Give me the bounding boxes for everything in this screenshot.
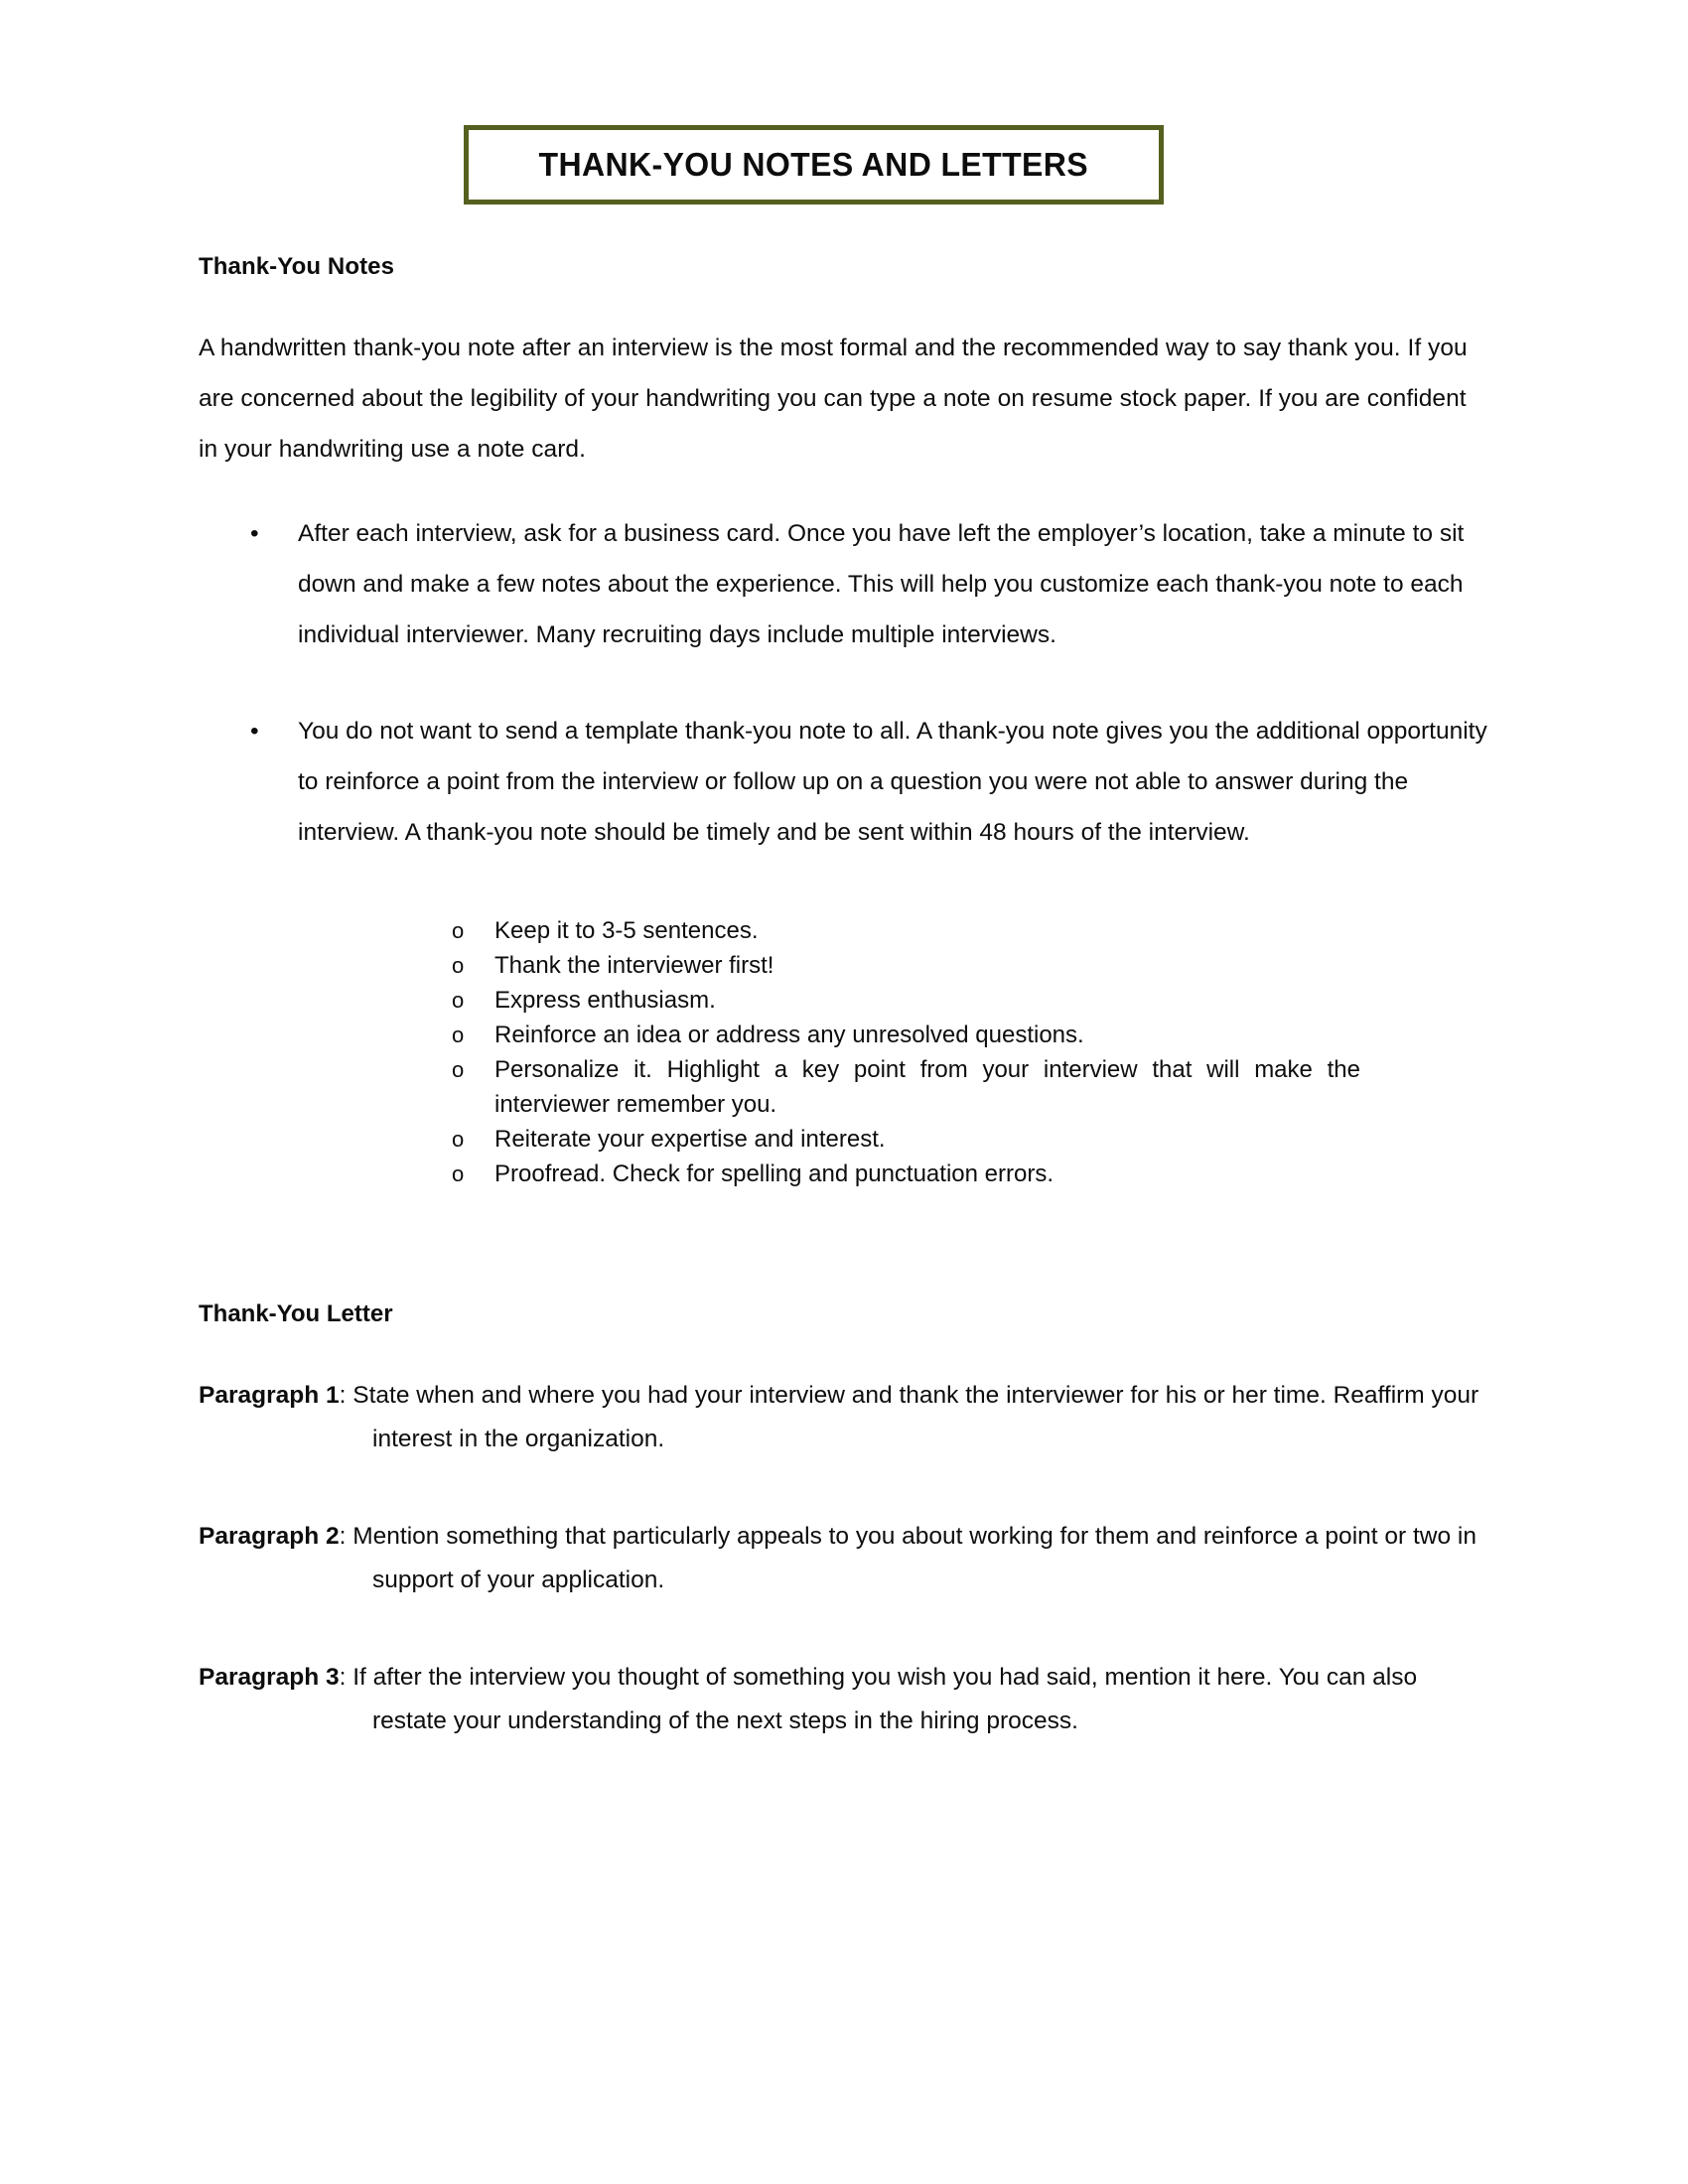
list-item-text: Personalize it. Highlight a key point from your interview that will make the interviewer remember you. — [494, 1056, 1360, 1118]
paragraph-separator: : — [339, 1382, 353, 1409]
notes-intro-paragraph: A handwritten thank-you note after an interview is the most formal and the recommended way to say thank you. If you are concerned about the legibility of your handwriting you can type a note on resume stock paper. If you are confident in your handwriting use a note card. — [199, 335, 1468, 463]
circle-bullet-marker-icon: o — [452, 1161, 465, 1186]
list-item — [199, 983, 1489, 1018]
paragraph-label: Paragraph 1 — [199, 1382, 340, 1409]
document-body — [199, 253, 1489, 1743]
list-item — [199, 706, 1489, 858]
list-item-text: Reiterate your expertise and interest. — [494, 1126, 886, 1153]
list-item — [199, 1122, 1489, 1157]
list-item-text: You do not want to send a template thank-you note to all. A thank-you note gives you the additional opportunity to reinforce a point from the interview or follow up on a question you were not able to answer during the interview. A thank-you note should be timely and be sent within 48 hours of the interview. — [298, 718, 1487, 846]
page-title: THANK-YOU NOTES AND LETTERS — [538, 146, 1089, 183]
circle-bullet-marker-icon: o — [452, 1057, 465, 1082]
list-item-text: Express enthusiasm. — [494, 987, 716, 1014]
list-item-text: Keep it to 3-5 sentences. — [494, 917, 759, 944]
list-item — [199, 508, 1489, 660]
paragraph-label: Paragraph 3 — [199, 1664, 340, 1691]
paragraph-separator: : — [339, 1523, 353, 1550]
list-item-text: Proofread. Check for spelling and punctuation errors. — [494, 1160, 1054, 1187]
letter-paragraph-2 — [199, 1515, 1489, 1602]
list-item-text: Reinforce an idea or address any unresolved questions. — [494, 1022, 1084, 1048]
paragraph-separator: : — [339, 1664, 353, 1691]
notes-section-heading: Thank-You Notes — [199, 253, 395, 280]
document-title-box — [464, 125, 1164, 205]
list-item — [199, 1157, 1489, 1191]
paragraph-text: If after the interview you thought of something you wish you had said, mention it here. You can also restate your understanding of the next steps in the hiring process. — [352, 1664, 1418, 1734]
letter-section-heading: Thank-You Letter — [199, 1300, 393, 1327]
paragraph-text: Mention something that particularly appeals to you about working for them and reinforce a point or two in support of your application. — [352, 1523, 1477, 1593]
list-item-text: After each interview, ask for a business card. Once you have left the employer’s location, take a minute to sit down and make a few notes about the experience. This will help you customize each thank-you note to each individual interviewer. Many recruiting days include multiple interviews. — [298, 520, 1465, 648]
letter-paragraph-1 — [199, 1374, 1489, 1461]
list-item-text: Thank the interviewer first! — [494, 952, 774, 979]
circle-bullet-marker-icon: o — [452, 1127, 465, 1152]
circle-bullet-marker-icon: o — [452, 1023, 465, 1047]
paragraph-label: Paragraph 2 — [199, 1523, 340, 1550]
thank-you-notes-section — [199, 253, 1489, 1191]
circle-bullet-marker-icon: o — [452, 953, 465, 978]
list-item — [199, 1052, 1489, 1122]
circle-bullet-marker-icon: o — [452, 918, 465, 943]
list-item — [199, 948, 1489, 983]
notes-bullet-list — [199, 508, 1489, 858]
circle-bullet-marker-icon: o — [452, 988, 465, 1013]
list-item — [199, 913, 1489, 948]
notes-sub-bullet-list — [199, 913, 1489, 1191]
paragraph-text: State when and where you had your interview and thank the interviewer for his or her time. Reaffirm your interest in the organization. — [352, 1382, 1479, 1452]
bullet-marker-icon: • — [250, 520, 259, 547]
bullet-marker-icon: • — [250, 718, 259, 745]
letter-paragraph-3 — [199, 1656, 1489, 1743]
thank-you-letter-section — [199, 1300, 1489, 1743]
list-item — [199, 1018, 1489, 1052]
